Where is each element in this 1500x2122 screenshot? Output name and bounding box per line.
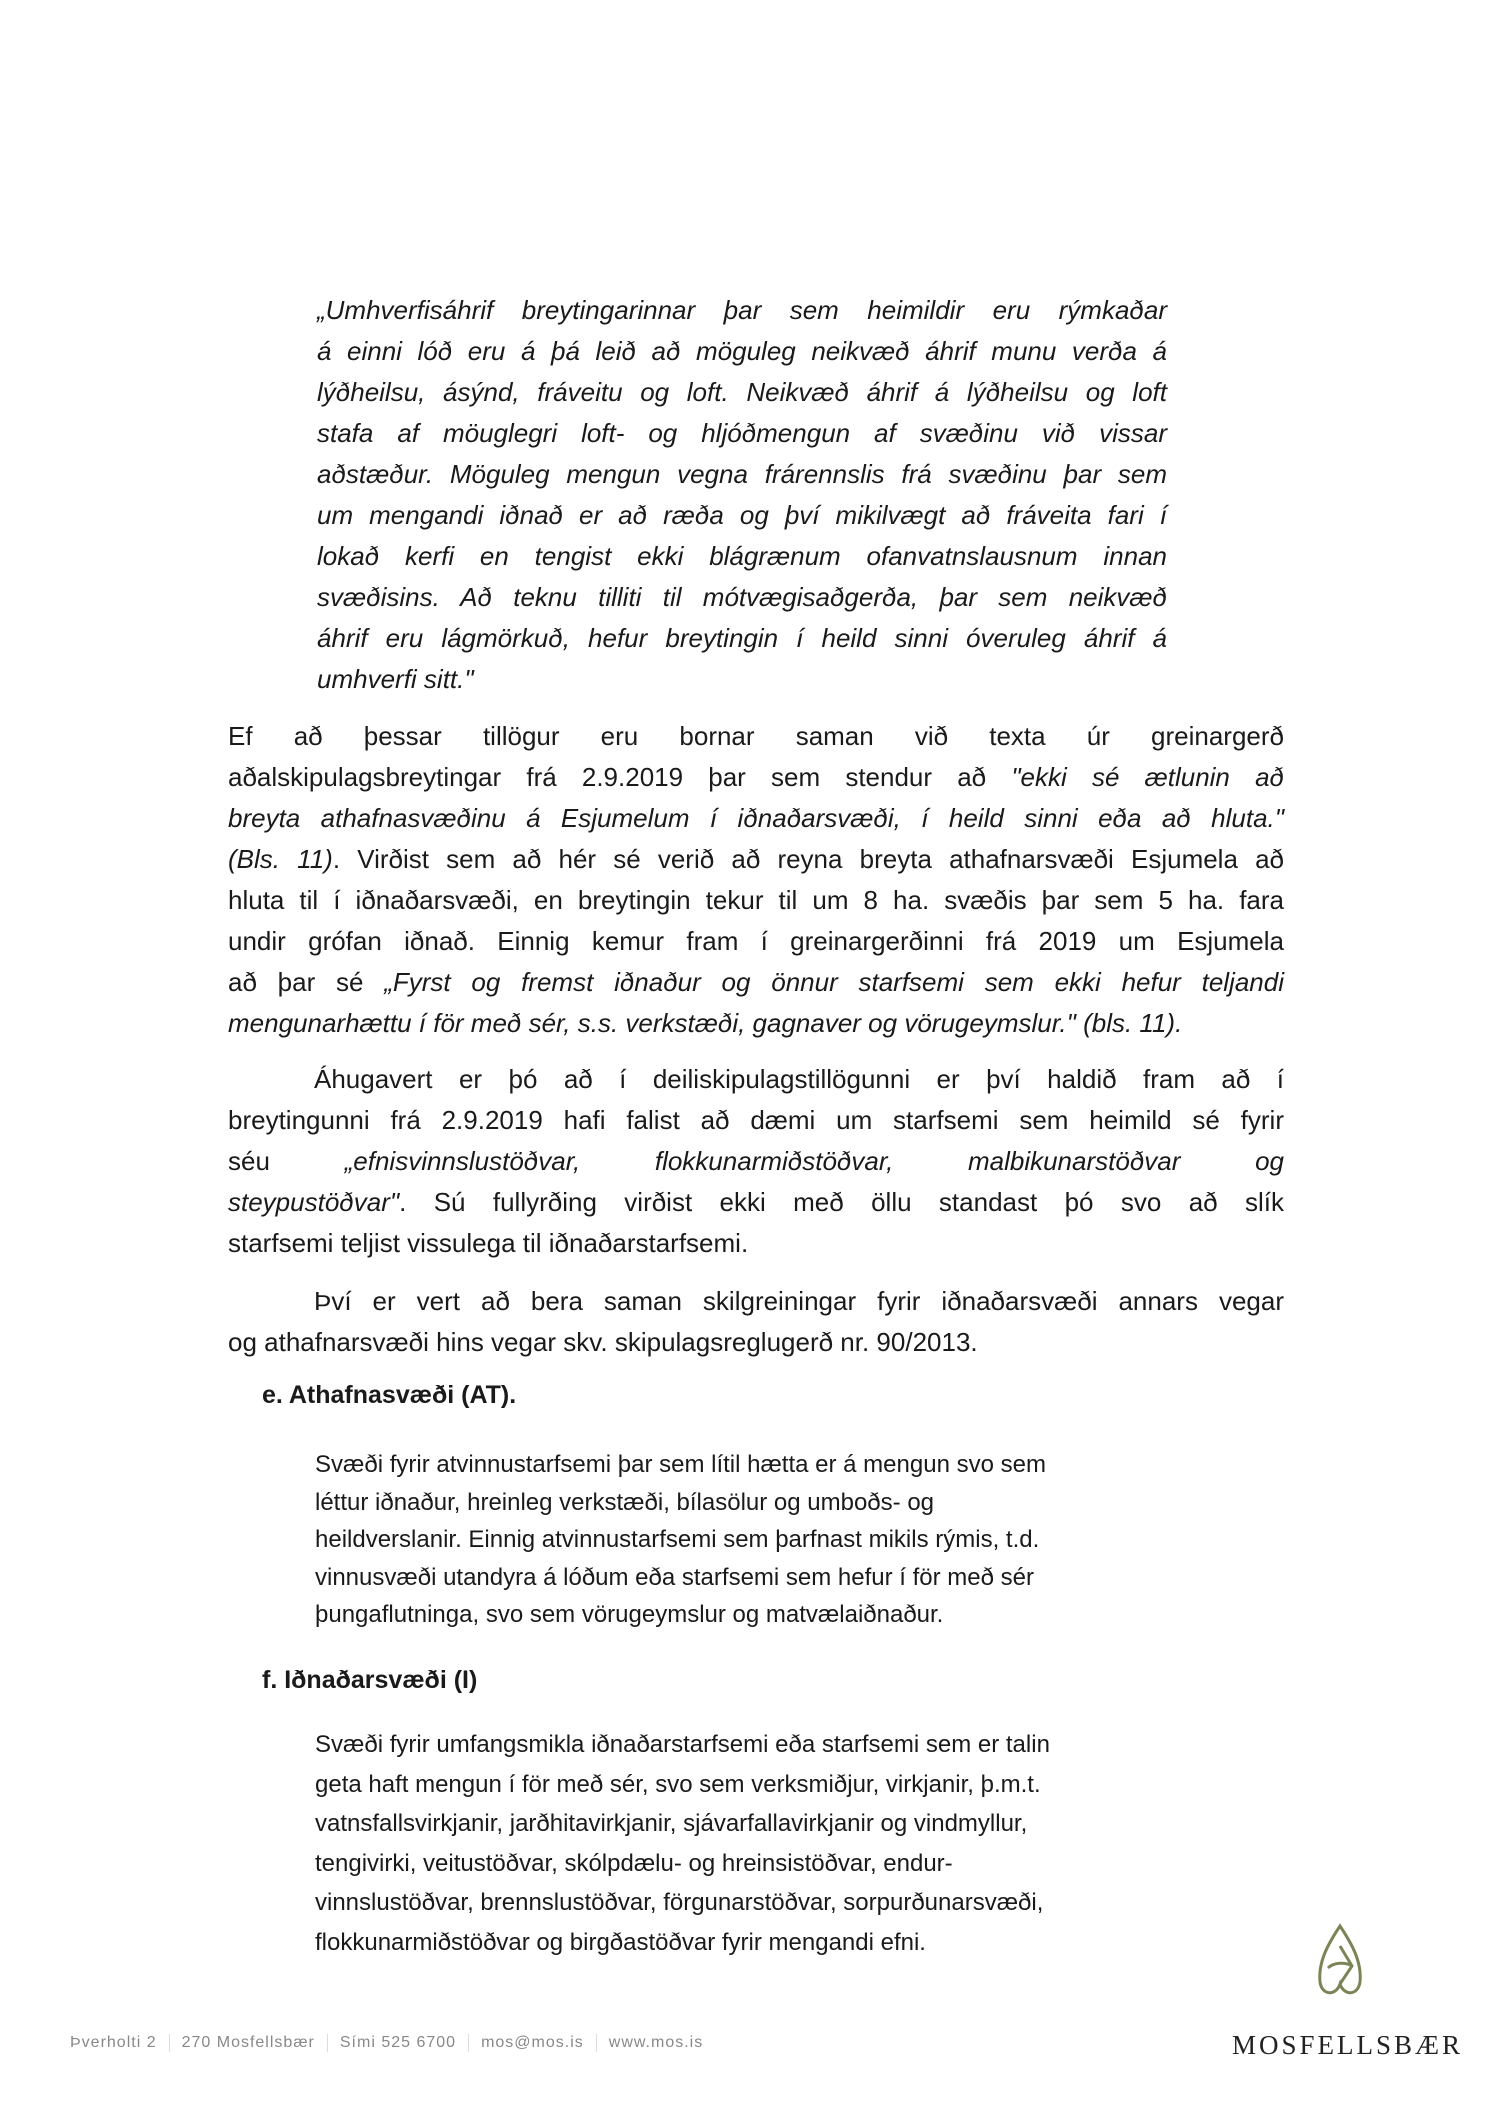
paragraph-3 (228, 1281, 1284, 1363)
quote-line: lokað kerfi en tengist ekki blágrænum ofanvatnslausnum innan (317, 541, 1167, 571)
quote-line: á einni lóð eru á þá leið að möguleg neikvæð áhrif munu verða á (317, 336, 1167, 366)
text: aðalskipulagsbreytingar frá 2.9.2019 þar sem stendur að (228, 762, 1012, 792)
quoted-text: steypustöðvar" (228, 1187, 400, 1217)
text-line (228, 1182, 1284, 1223)
quote-line: um mengandi iðnað er að ræða og því mikilvægt að fráveita fari í (317, 500, 1167, 530)
footer-postcode: 270 Mosfellsbær (170, 2034, 328, 2052)
text-line (228, 880, 1284, 921)
section-e-definition (315, 1446, 1046, 1634)
quote-line: umhverfi sitt." (317, 664, 474, 694)
quote-line: aðstæður. Möguleg mengun vegna frárennslis frá svæðinu þar sem (317, 459, 1167, 489)
text-line: Áhugavert er þó að í deiliskipulagstillögunni er því haldið fram að í (314, 1064, 1284, 1094)
brand-name: MOSFELLSBÆR (1232, 2030, 1464, 2060)
section-f-definition (315, 1725, 1050, 1962)
quoted-text: „Fyrst og fremst iðnaður og önnur starfsemi sem ekki hefur teljandi (384, 967, 1284, 997)
text-line: flokkunarmiðstöðvar og birgðastöðvar fyrir mengandi efni. (315, 1928, 926, 1956)
quoted-text: mengunarhættu í för með sér, s.s. verkstæði, gagnaver og vörugeymslur." (bls. 11). (228, 1008, 1183, 1038)
paragraph-1 (228, 716, 1284, 1044)
footer-email: mos@mos.is (469, 2034, 597, 2052)
text-line: vinnusvæði utandyra á lóðum eða starfsemi sem hefur í för með sér (315, 1563, 1034, 1591)
footer-phone: Sími 525 6700 (328, 2034, 469, 2052)
section-f-heading: f. Iðnaðarsvæði (I) (262, 1666, 478, 1694)
text-line (228, 1003, 1284, 1044)
text-line: vinnslustöðvar, brennslustöðvar, förgunarstöðvar, sorpurðunarsvæði, (315, 1889, 1044, 1916)
text-line: vatnsfallsvirkjanir, jarðhitavirkjanir, sjávarfallavirkjanir og vindmyllur, (315, 1810, 1028, 1837)
citation: (Bls. 11) (228, 844, 333, 874)
text-line: Svæði fyrir umfangsmikla iðnaðarstarfsemi eða starfsemi sem er talin (315, 1731, 1050, 1758)
text: . Virðist sem að hér sé verið að reyna breyta athafnarsvæði Esjumela að (332, 844, 1284, 874)
text: að þar sé (228, 967, 385, 997)
text-line (228, 1141, 1284, 1182)
text: hluta til í iðnaðarsvæði, en breytingin tekur til um 8 ha. svæðis þar sem 5 ha. fara (228, 885, 1284, 915)
text-line (228, 716, 1284, 757)
text-line: og athafnarsvæði hins vegar skv. skipulagsreglugerð nr. 90/2013. (228, 1327, 978, 1357)
quote-line: lýðheilsu, ásýnd, fráveitu og loft. Neikvæð áhrif á lýðheilsu og loft (317, 377, 1167, 407)
text: undir grófan iðnað. Einnig kemur fram í greinargerðinni frá 2019 um Esjumela (228, 926, 1284, 956)
text: Ef að þessar tillögur eru bornar saman við texta úr greinargerð (228, 721, 1284, 751)
quote-line: „Umhverfisáhrif breytingarinnar þar sem heimildir eru rýmkaðar (317, 295, 1167, 325)
quote-line: svæðisins. Að teknu tilliti til mótvægisaðgerða, þar sem neikvæð (317, 582, 1167, 612)
text-line (228, 798, 1284, 839)
text-line: geta haft mengun í för með sér, svo sem verksmiðjur, virkjanir, þ.m.t. (315, 1770, 1041, 1798)
quoted-text: "ekki sé ætlunin að (1011, 762, 1284, 792)
text-line: léttur iðnaður, hreinleg verkstæði, bílasölur og umboðs- og (315, 1488, 935, 1516)
text-line: starfsemi teljist vissulega til iðnaðarstarfsemi. (228, 1228, 749, 1258)
footer-address: Þverholti 2 (70, 2034, 170, 2052)
text-line: Svæði fyrir atvinnustarfsemi þar sem lítil hætta er á mengun svo sem (315, 1451, 1046, 1478)
text-line (228, 962, 1284, 1003)
text-line: þungaflutninga, svo sem vörugeymslur og matvælaiðnaður. (315, 1601, 944, 1628)
quoted-text: „efnisvinnslustöðvar, flokkunarmiðstöðvar, malbikunarstöðvar og (344, 1146, 1284, 1176)
text-line: tengivirki, veitustöðvar, skólpdælu- og hreinsistöðvar, endur- (315, 1849, 953, 1877)
text-line: breytingunni frá 2.9.2019 hafi falist að dæmi um starfsemi sem heimild sé fyrir (228, 1105, 1284, 1135)
quote-line: stafa af möuglegri loft- og hljóðmengun af svæðinu við vissar (317, 418, 1167, 448)
text-line: Því er vert að bera saman skilgreiningar fyrir iðnaðarsvæði annars vegar (314, 1286, 1284, 1316)
text-line: heildverslanir. Einnig atvinnustarfsemi sem þarfnast mikils rýmis, t.d. (315, 1526, 1040, 1553)
paragraph-2 (228, 1059, 1284, 1264)
footer-website: www.mos.is (608, 2034, 704, 2051)
text-line (228, 921, 1284, 962)
text: séu (228, 1146, 345, 1176)
footer-contact (70, 2034, 715, 2052)
section-e-heading: e. Athafnasvæði (AT). (262, 1381, 517, 1409)
quoted-text: breyta athafnasvæðinu á Esjumelum í iðnaðarsvæði, í heild sinni eða að hluta." (228, 803, 1284, 833)
text-line (228, 757, 1284, 798)
quote-line: áhrif eru lágmörkuð, hefur breytingin í heild sinni óveruleg áhrif á (317, 623, 1167, 653)
text: . Sú fullyrðing virðist ekki með öllu standast þó svo að slík (399, 1187, 1284, 1217)
quote-block (317, 290, 1167, 700)
text-line (228, 839, 1284, 880)
mosfellsbaer-logo-icon (1300, 1922, 1380, 2002)
